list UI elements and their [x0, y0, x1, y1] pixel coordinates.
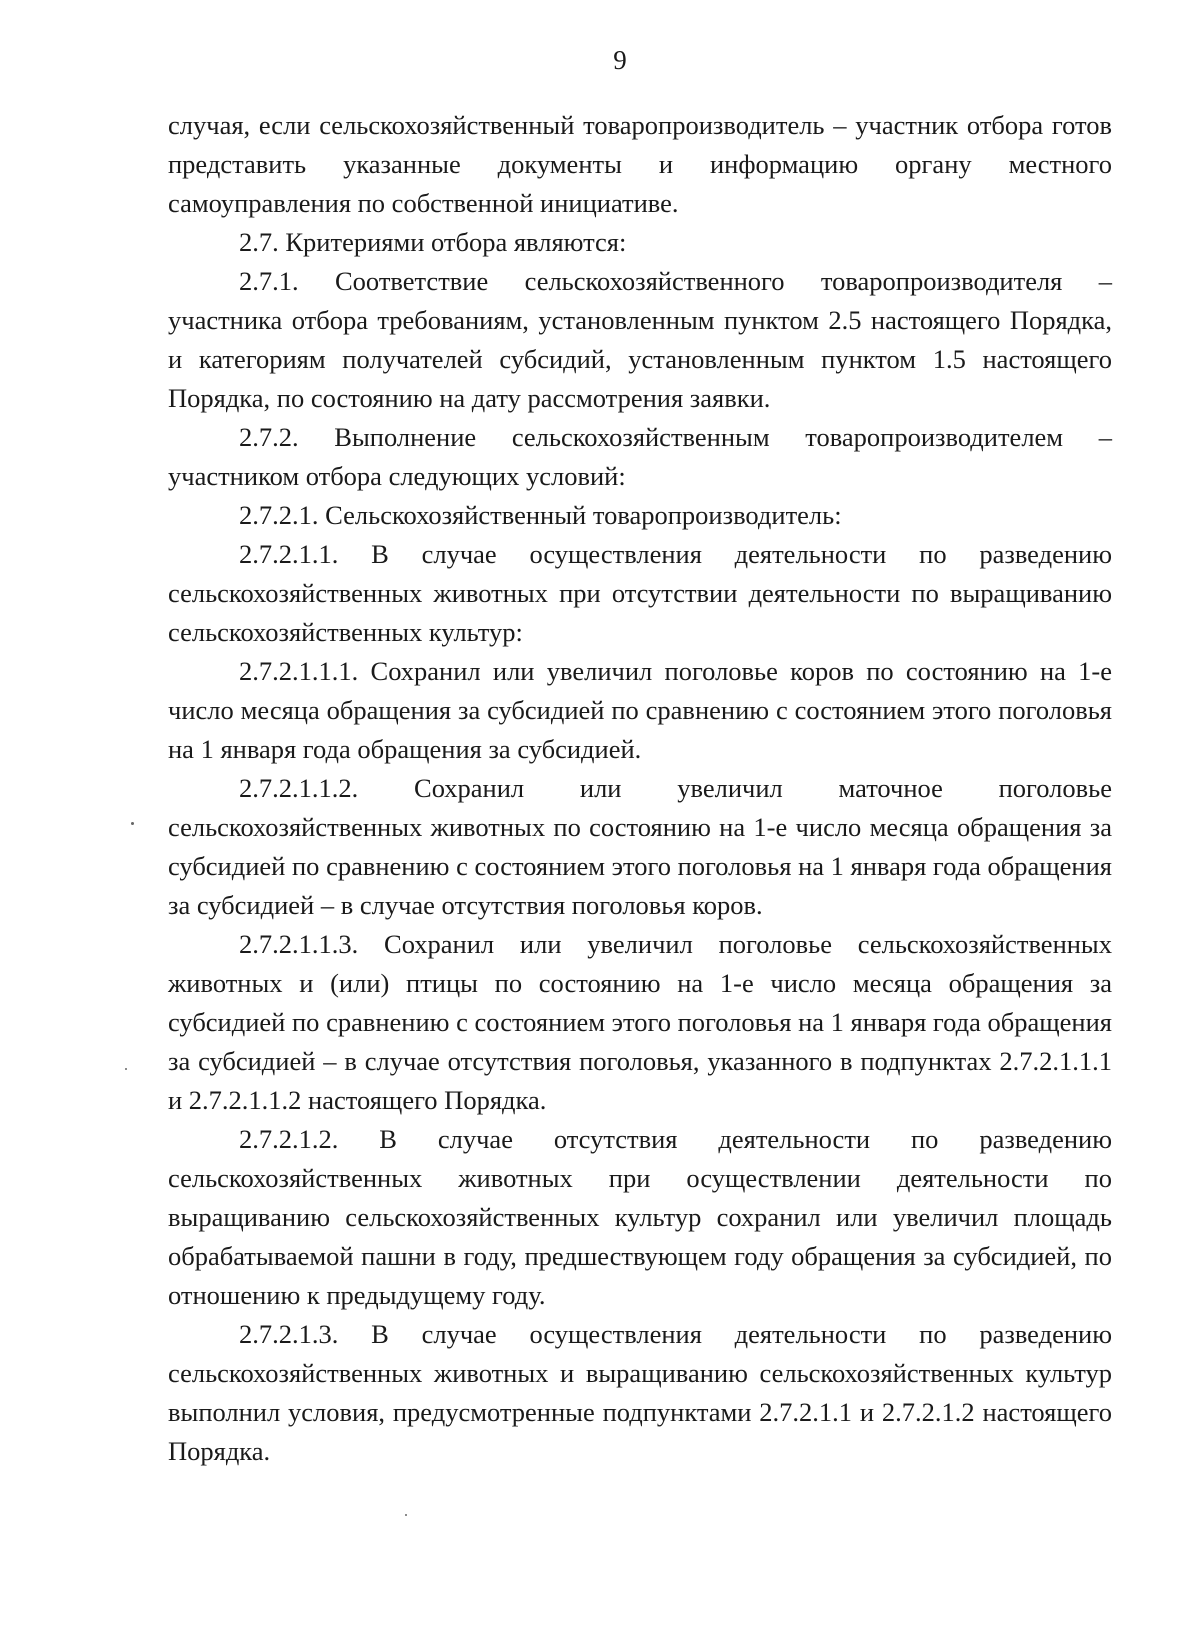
- paragraph-2-7-2-1: 2.7.2.1. Сельскохозяйственный товаропроизводитель:: [239, 500, 842, 530]
- paragraph-2-7-2-1-2: 2.7.2.1.2. В случае отсутствия деятельности по разведению сельскохозяйственных животных при осуществлении деятельности по выращиванию сельскохозяйственных культур сохранил или увеличил площадь обрабатываемой пашни в году, предшествующем году обращения за субсидией, по отношению к предыдущему году.: [168, 1124, 1112, 1310]
- paragraph-2-7-2-1-1-3: 2.7.2.1.1.3. Сохранил или увеличил поголовье сельскохозяйственных животных и (или) птицы по состоянию на 1-е число месяца обращения за субсидией по сравнению с состоянием этого поголовья на 1 января года обращения за субсидией – в случае отсутствия поголовья, указанного в подпунктах 2.7.2.1.1.1 и 2.7.2.1.1.2 настоящего Порядка.: [168, 929, 1112, 1115]
- paragraph-2-7-2-1-1: 2.7.2.1.1. В случае осуществления деятельности по разведению сельскохозяйственных животных при отсутствии деятельности по выращиванию сельскохозяйственных культур:: [168, 539, 1112, 647]
- paragraph-2-7-2-1-3: 2.7.2.1.3. В случае осуществления деятельности по разведению сельскохозяйственных животных и выращиванию сельскохозяйственных культур выполнил условия, предусмотренные подпунктами 2.7.2.1.1 и 2.7.2.1.2 настоящего Порядка.: [168, 1319, 1112, 1466]
- scan-speck: [125, 1068, 127, 1070]
- document-body: [168, 106, 1112, 1471]
- paragraph-2-7-1: 2.7.1. Соответствие сельскохозяйственного товаропроизводителя – участника отбора требованиям, установленным пунктом 2.5 настоящего Порядка, и категориям получателей субсидий, установленным пунктом 1.5 настоящего Порядка, по состоянию на дату рассмотрения заявки.: [168, 266, 1112, 413]
- paragraph-2-7: 2.7. Критериями отбора являются:: [239, 227, 627, 257]
- paragraph-2-7-2-1-1-1: 2.7.2.1.1.1. Сохранил или увеличил поголовье коров по состоянию на 1-е число месяца обращения за субсидией по сравнению с состоянием этого поголовья на 1 января года обращения за субсидией.: [168, 656, 1112, 764]
- paragraph-2-7-2-1-1-2: 2.7.2.1.1.2. Сохранил или увеличил маточное поголовье сельскохозяйственных животных по состоянию на 1-е число месяца обращения за субсидией по сравнению с состоянием этого поголовья на 1 января года обращения за субсидией – в случае отсутствия поголовья коров.: [168, 773, 1112, 920]
- scan-speck: [405, 1514, 407, 1516]
- paragraph-2-7-2: 2.7.2. Выполнение сельскохозяйственным товаропроизводителем – участником отбора следующих условий:: [168, 422, 1112, 491]
- page-number: 9: [613, 45, 627, 75]
- scan-speck: [131, 822, 134, 825]
- paragraph-continuation: случая, если сельскохозяйственный товаропроизводитель – участник отбора готов представить указанные документы и информацию органу местного самоуправления по собственной инициативе.: [168, 110, 1112, 218]
